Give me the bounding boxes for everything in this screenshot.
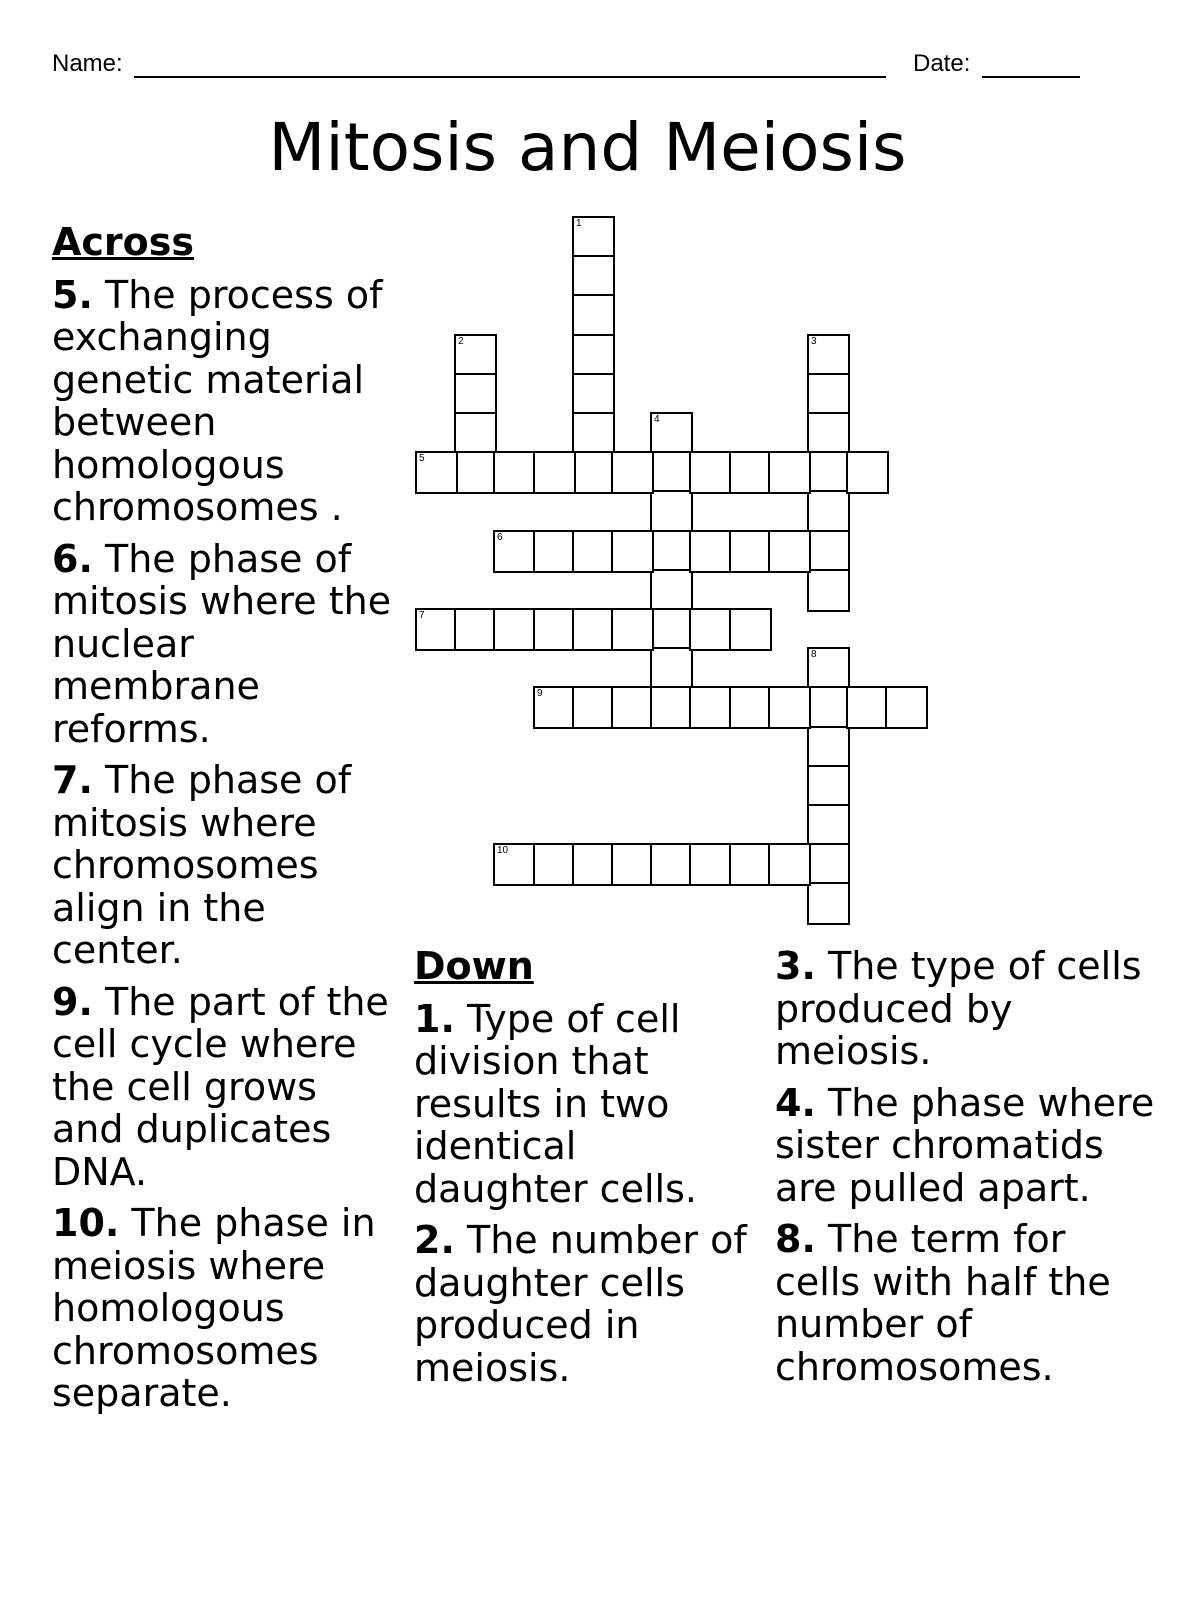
across-clue-5: 5. The process of exchanging genetic material between homologous chromosomes . xyxy=(52,272,383,529)
grid-cell[interactable] xyxy=(650,530,693,573)
grid-cell[interactable] xyxy=(807,804,850,847)
grid-cell[interactable] xyxy=(807,765,850,808)
grid-cell[interactable] xyxy=(768,451,811,494)
down-clue-3: 3. The type of cells produced by meiosis. xyxy=(775,944,1142,1073)
grid-cell[interactable] xyxy=(611,686,654,729)
grid-cell[interactable] xyxy=(768,530,811,573)
grid-cell[interactable] xyxy=(533,843,576,886)
grid-cell[interactable] xyxy=(846,451,889,494)
grid-cell[interactable] xyxy=(807,726,850,769)
grid-cell[interactable] xyxy=(885,686,928,729)
grid-cell[interactable] xyxy=(689,451,732,494)
grid-cell[interactable] xyxy=(533,608,576,651)
grid-cell[interactable] xyxy=(493,530,536,573)
grid-cell[interactable] xyxy=(807,686,850,729)
clue-number: 7 xyxy=(419,610,425,621)
name-field[interactable] xyxy=(134,76,886,78)
grid-cell[interactable] xyxy=(572,334,615,377)
grid-cell[interactable] xyxy=(533,451,576,494)
grid-cell[interactable] xyxy=(454,608,497,651)
down-clue-4: 4. The phase where sister chromatids are pulled apart. xyxy=(775,1080,1155,1210)
grid-cell[interactable] xyxy=(807,569,850,612)
date-label: Date: xyxy=(913,50,971,77)
grid-cell[interactable] xyxy=(611,451,654,494)
across-clues xyxy=(52,221,397,1424)
grid-cell[interactable] xyxy=(807,334,850,377)
grid-cell[interactable] xyxy=(572,530,615,573)
grid-cell[interactable] xyxy=(493,843,536,886)
page-title: Mitosis and Meiosis xyxy=(268,109,907,186)
grid-cell[interactable] xyxy=(650,608,693,651)
grid-cell[interactable] xyxy=(650,686,693,729)
clue-number: 10 xyxy=(497,845,509,856)
down-clues-col2 xyxy=(775,945,1155,1397)
grid-cell[interactable] xyxy=(768,686,811,729)
grid-cell[interactable] xyxy=(454,412,497,455)
grid-cell[interactable] xyxy=(493,608,536,651)
down-heading: Down xyxy=(414,944,534,988)
grid-cell[interactable] xyxy=(807,373,850,416)
grid-cell[interactable] xyxy=(729,530,772,573)
grid-cell[interactable] xyxy=(572,608,615,651)
grid-cell[interactable] xyxy=(729,608,772,651)
grid-cell[interactable] xyxy=(650,843,693,886)
grid-cell[interactable] xyxy=(533,530,576,573)
grid-cell[interactable] xyxy=(650,647,693,690)
down-clue-2: 2. The number of daughter cells produced in meiosis. xyxy=(414,1218,747,1390)
grid-cell[interactable] xyxy=(689,843,732,886)
clue-number: 8 xyxy=(811,649,817,660)
grid-cell[interactable] xyxy=(415,451,458,494)
grid-cell[interactable] xyxy=(611,608,654,651)
clue-number: 1 xyxy=(576,218,582,229)
grid-cell[interactable] xyxy=(807,843,850,886)
grid-cell[interactable] xyxy=(572,255,615,298)
grid-cell[interactable] xyxy=(650,569,693,612)
clue-number: 2 xyxy=(458,336,464,347)
across-clue-10: 10. The phase in meiosis where homologous chromosomes separate. xyxy=(52,1201,376,1415)
clue-number: 5 xyxy=(419,453,425,464)
grid-cell[interactable] xyxy=(768,843,811,886)
grid-cell[interactable] xyxy=(650,412,693,455)
grid-cell[interactable] xyxy=(807,647,850,690)
clue-number: 9 xyxy=(537,688,543,699)
down-clues-col1 xyxy=(414,945,754,1398)
grid-cell[interactable] xyxy=(729,451,772,494)
down-clue-8: 8. The term for cells with half the number of chromosomes. xyxy=(775,1217,1111,1389)
grid-cell[interactable] xyxy=(572,373,615,416)
grid-cell[interactable] xyxy=(807,490,850,533)
grid-cell[interactable] xyxy=(689,608,732,651)
clue-number: 3 xyxy=(811,336,817,347)
grid-cell[interactable] xyxy=(572,216,615,259)
across-clue-6: 6. The phase of mitosis where the nuclear membrane reforms. xyxy=(52,536,392,751)
across-clue-7: 7. The phase of mitosis where chromosomes align in the center. xyxy=(52,758,352,972)
grid-cell[interactable] xyxy=(572,294,615,337)
grid-cell[interactable] xyxy=(572,843,615,886)
grid-cell[interactable] xyxy=(415,608,458,651)
grid-cell[interactable] xyxy=(689,530,732,573)
grid-cell[interactable] xyxy=(807,882,850,925)
grid-cell[interactable] xyxy=(650,490,693,533)
grid-cell[interactable] xyxy=(493,451,536,494)
grid-cell[interactable] xyxy=(454,451,497,494)
date-field[interactable] xyxy=(982,76,1080,78)
clue-number: 4 xyxy=(654,414,660,425)
across-heading: Across xyxy=(52,220,195,264)
grid-cell[interactable] xyxy=(611,843,654,886)
grid-cell[interactable] xyxy=(846,686,889,729)
grid-cell[interactable] xyxy=(650,451,693,494)
grid-cell[interactable] xyxy=(807,451,850,494)
grid-cell[interactable] xyxy=(807,412,850,455)
grid-cell[interactable] xyxy=(454,373,497,416)
across-clue-9: 9. The part of the cell cycle where the cell grows and duplicates DNA. xyxy=(52,979,389,1194)
grid-cell[interactable] xyxy=(572,451,615,494)
grid-cell[interactable] xyxy=(572,686,615,729)
down-clue-1: 1. Type of cell division that results in two identical daughter cells. xyxy=(414,996,697,1211)
grid-cell[interactable] xyxy=(533,686,576,729)
name-label: Name: xyxy=(52,50,123,77)
grid-cell[interactable] xyxy=(454,334,497,377)
grid-cell[interactable] xyxy=(689,686,732,729)
grid-cell[interactable] xyxy=(807,530,850,573)
grid-cell[interactable] xyxy=(572,412,615,455)
grid-cell[interactable] xyxy=(729,843,772,886)
grid-cell[interactable] xyxy=(729,686,772,729)
grid-cell[interactable] xyxy=(611,530,654,573)
clue-number: 6 xyxy=(497,532,503,543)
